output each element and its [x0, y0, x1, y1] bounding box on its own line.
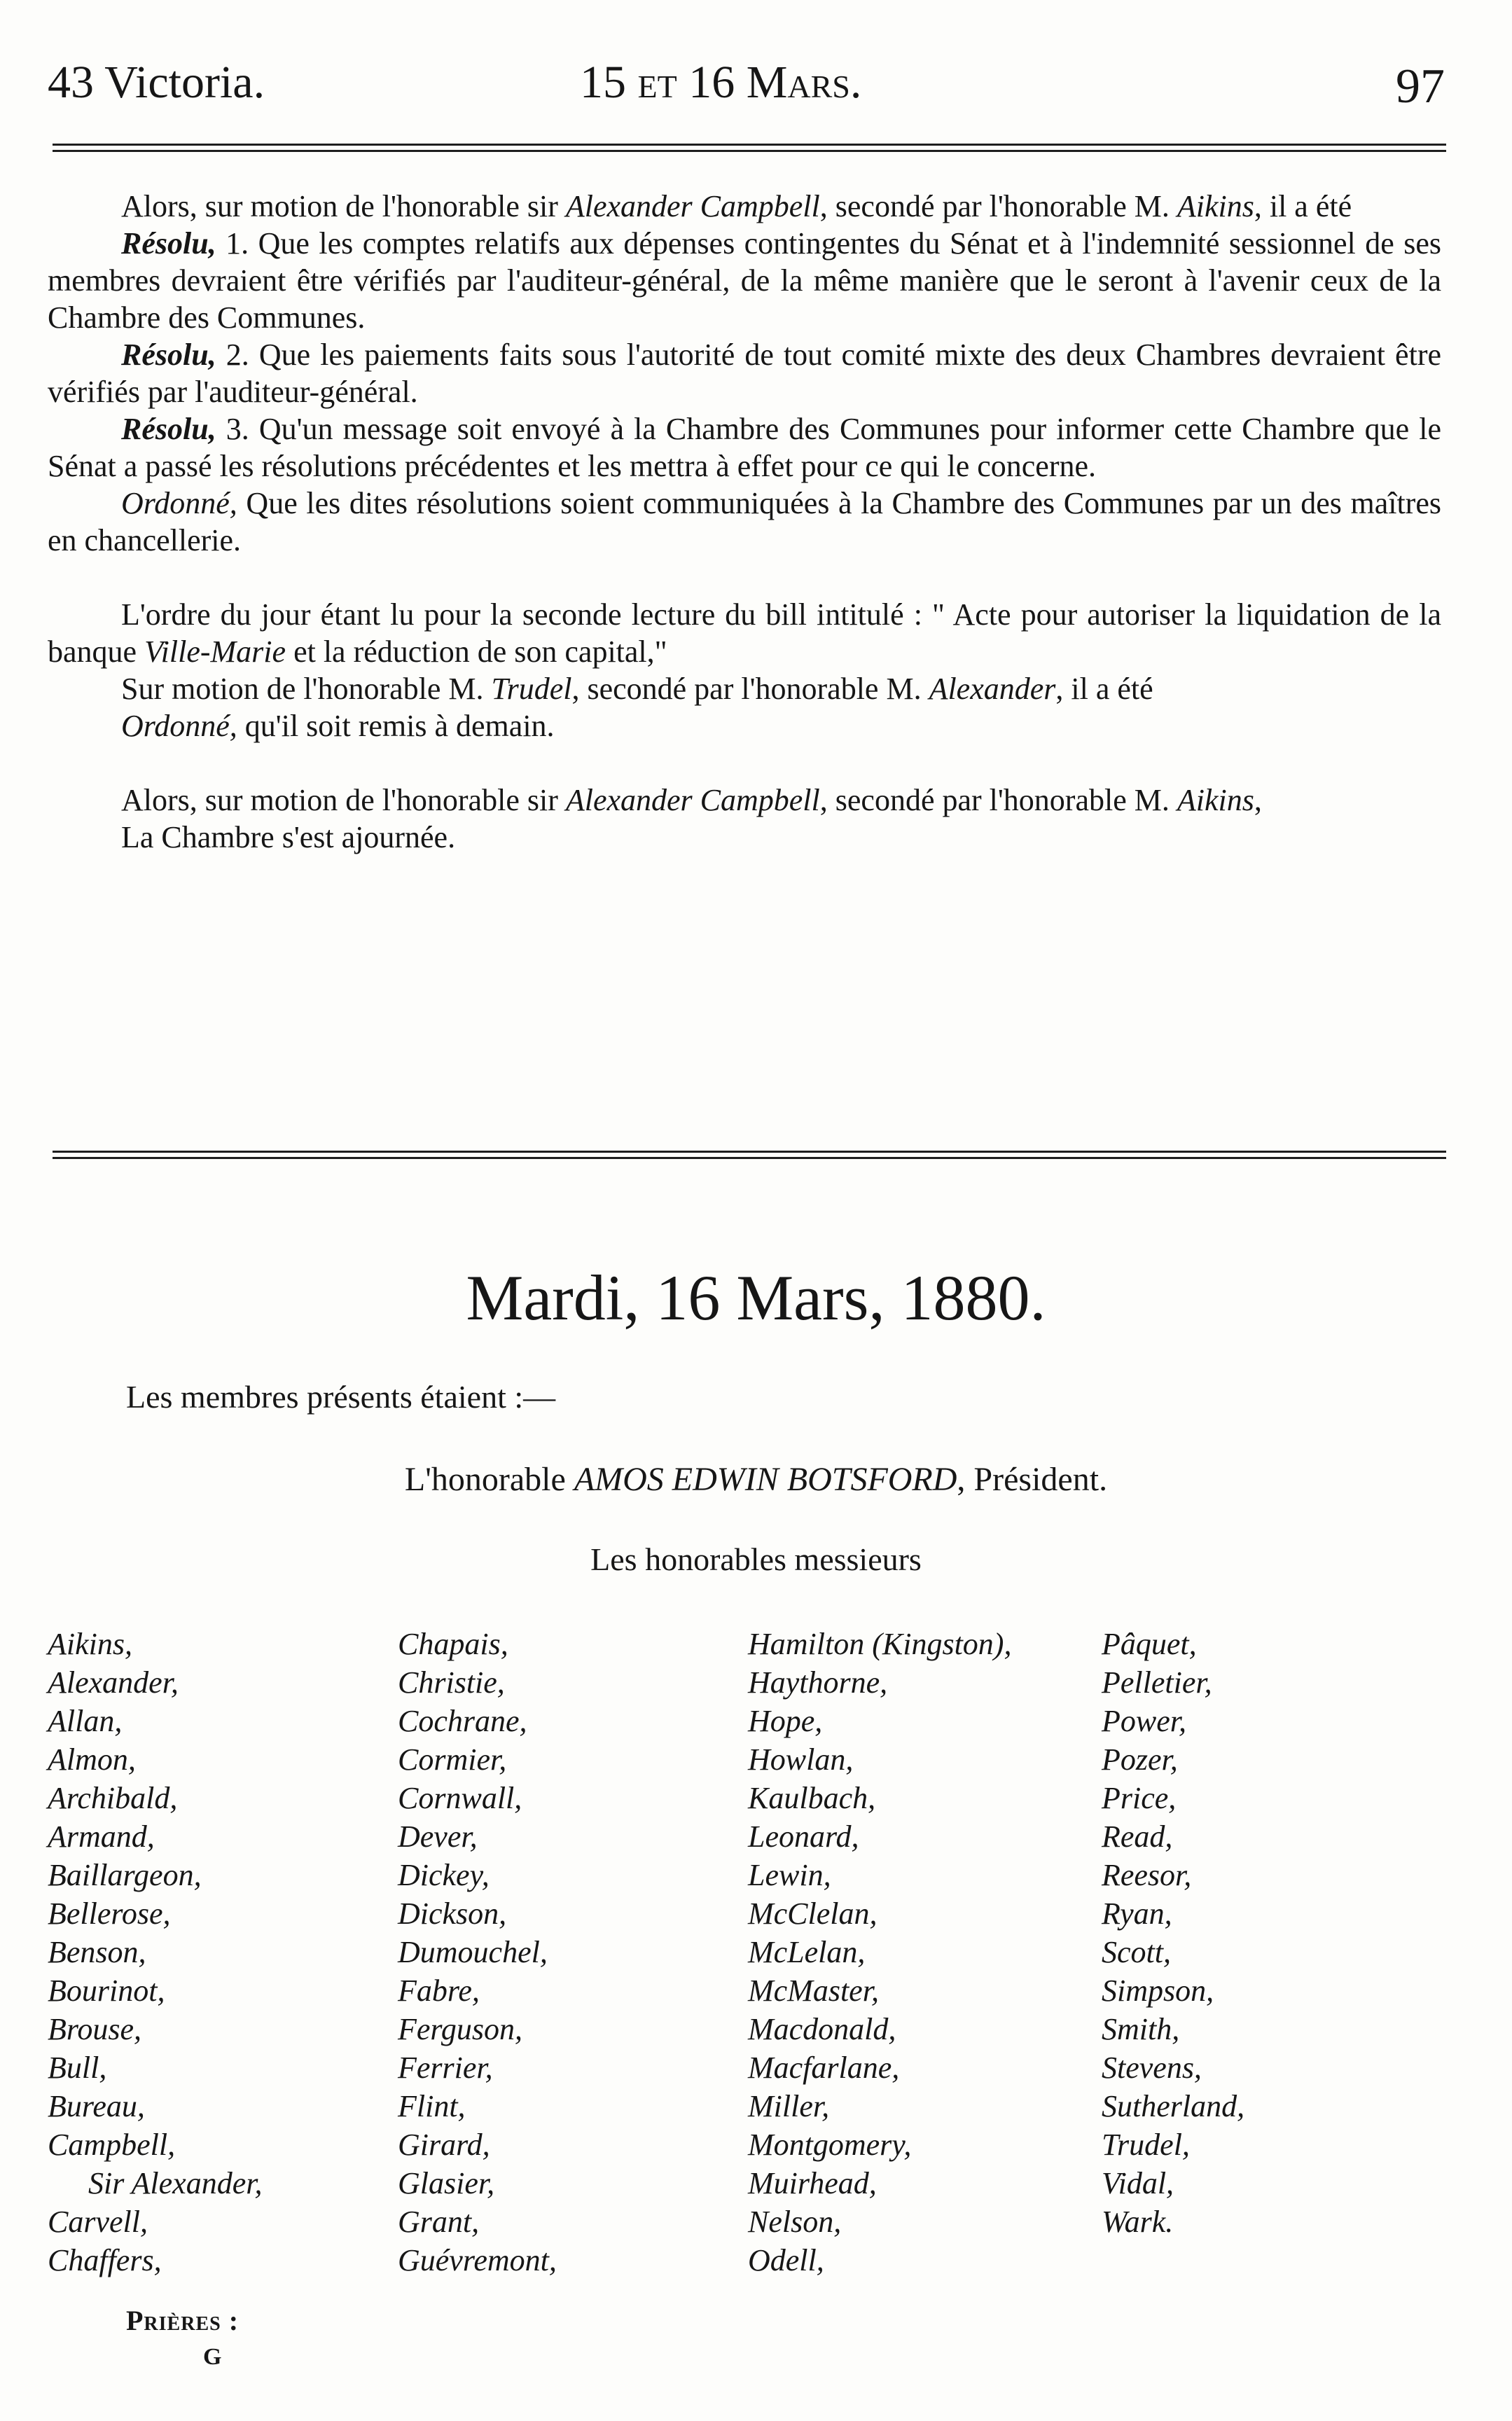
- member-name: McClelan,: [748, 1896, 878, 1931]
- member-name: Hope,: [748, 1704, 823, 1738]
- text-run: Alors, sur motion de l'honorable sir: [121, 783, 566, 817]
- motion-trudel: [48, 670, 1441, 707]
- member-name: McMaster,: [748, 1973, 879, 2008]
- member-name: Grant,: [398, 2205, 480, 2239]
- member-name: Bellerose,: [48, 1896, 171, 1931]
- text-run: , secondé par l'honorable M.: [819, 189, 1177, 223]
- bill-paragraph: [48, 596, 1441, 670]
- session-date-title: Mardi, 16 Mars, 1880.: [466, 1262, 1046, 1333]
- text-run: , Président.: [957, 1461, 1108, 1498]
- member-name: Bull,: [48, 2051, 107, 2085]
- member-name: Muirhead,: [748, 2166, 877, 2200]
- member-name: Hamilton (Kingston),: [748, 1627, 1012, 1661]
- resolution-label: Résolu,: [121, 226, 216, 261]
- member-name: Nelson,: [748, 2205, 842, 2239]
- header-rule: [53, 144, 1446, 156]
- resolution-text: 1. Que les comptes relatifs aux dépenses contingentes du Sénat et à l'indemnité sessionnel de ses membres devraient être vérifiés par l'auditeur-général, de la même manière que le seront à l'avenir ceux de la Chambre des Communes.: [48, 226, 1441, 335]
- resolution-text: 2. Que les paiements faits sous l'autorité de tout comité mixte des deux Chambres devraient être vérifiés par l'auditeur-général.: [48, 338, 1441, 409]
- member-name: Flint,: [398, 2089, 466, 2123]
- member-name: Cornwall,: [398, 1781, 522, 1815]
- member-name: Price,: [1102, 1781, 1177, 1815]
- member-name: Baillargeon,: [48, 1858, 202, 1892]
- member-name: Sutherland,: [1102, 2089, 1245, 2123]
- member-name: Macfarlane,: [748, 2051, 900, 2085]
- motion-paragraph: [48, 188, 1441, 225]
- member-name: Leonard,: [748, 1819, 859, 1854]
- page-number: 97: [1396, 60, 1445, 113]
- member-name: Dumouchel,: [398, 1935, 548, 1969]
- member-name: Dickey,: [398, 1858, 490, 1892]
- president-name: AMOS EDWIN BOTSFORD: [574, 1461, 957, 1498]
- member-name: Bureau,: [48, 2089, 145, 2123]
- member-name: Pâquet,: [1102, 1627, 1197, 1661]
- member-name: Armand,: [48, 1819, 155, 1854]
- member-name: Archibald,: [48, 1781, 178, 1815]
- member-name: Montgomery,: [748, 2128, 912, 2162]
- person-name: Alexander Campbell: [565, 783, 820, 817]
- member-name: Howlan,: [748, 1742, 854, 1777]
- person-name: Trudel: [491, 672, 572, 706]
- member-name: Chaffers,: [48, 2243, 162, 2277]
- member-name: Ferrier,: [398, 2051, 493, 2085]
- order-1: [48, 485, 1441, 559]
- member-name: Alexander,: [48, 1665, 179, 1700]
- member-name: Sir Alexander,: [88, 2166, 263, 2200]
- text-run: L'ordre du jour étant lu pour la seconde lecture du bill intitulé : " Acte pour autoriser la liquidation de la banque: [48, 597, 1441, 669]
- member-name: Fabre,: [398, 1973, 480, 2008]
- member-name: Almon,: [48, 1742, 136, 1777]
- member-name: Dever,: [398, 1819, 478, 1854]
- resolution-text: 3. Qu'un message soit envoyé à la Chambre des Communes pour informer cette Chambre que le Sénat a passé les résolutions précédentes et les mettra à effet pour ce qui le concerne.: [48, 412, 1441, 483]
- member-name: Cochrane,: [398, 1704, 527, 1738]
- member-name: Benson,: [48, 1935, 146, 1969]
- text-run: ,: [1254, 783, 1262, 817]
- order-2: [48, 707, 1441, 744]
- member-name: Smith,: [1102, 2012, 1180, 2046]
- header-dates: 15 et 16 Mars.: [580, 57, 862, 108]
- resolution-3: [48, 410, 1441, 485]
- signature-mark: G: [203, 2344, 222, 2370]
- header-volume: 43 Victoria.: [48, 57, 265, 108]
- member-name: Dickson,: [398, 1896, 507, 1931]
- section-rule: [53, 1151, 1446, 1163]
- order-text: Que les dites résolutions soient communiquées à la Chambre des Communes par un des maîtres en chancellerie.: [48, 486, 1441, 557]
- member-name: Ferguson,: [398, 2012, 523, 2046]
- member-name: Christie,: [398, 1665, 505, 1700]
- resolution-label: Résolu,: [121, 338, 216, 372]
- member-name: Glasier,: [398, 2166, 495, 2200]
- person-name: Alexander Campbell: [565, 189, 820, 223]
- member-name: McLelan,: [748, 1935, 866, 1969]
- member-name: Campbell,: [48, 2128, 176, 2162]
- member-name: Bourinot,: [48, 1973, 165, 2008]
- resolution-2: [48, 336, 1441, 410]
- members-column-3: [748, 1625, 1011, 2280]
- members-column-4: [1102, 1625, 1244, 2241]
- member-name: Haythorne,: [748, 1665, 888, 1700]
- member-name: Kaulbach,: [748, 1781, 876, 1815]
- member-name: Pelletier,: [1102, 1665, 1212, 1700]
- text-run: , secondé par l'honorable M.: [571, 672, 929, 706]
- resolution-label: Résolu,: [121, 412, 216, 446]
- text-run: L'honorable: [404, 1461, 574, 1498]
- member-name: Allan,: [48, 1704, 123, 1738]
- member-name: Girard,: [398, 2128, 490, 2162]
- text-run: , il a été: [1254, 189, 1352, 223]
- member-name: Vidal,: [1102, 2166, 1174, 2200]
- text-run: et la réduction de son capital,": [286, 634, 667, 669]
- member-name: Guévremont,: [398, 2243, 557, 2277]
- president-line: [0, 1460, 1512, 1499]
- text-run: , secondé par l'honorable M.: [819, 783, 1177, 817]
- text-run: Sur motion de l'honorable M.: [121, 672, 492, 706]
- member-name: Simpson,: [1102, 1973, 1214, 2008]
- session1-text: [48, 188, 1441, 856]
- members-column-2: [398, 1625, 557, 2280]
- member-name: Aikins,: [48, 1627, 132, 1661]
- member-name: Chapais,: [398, 1627, 508, 1661]
- person-name: Aikins: [1177, 189, 1254, 223]
- member-name: Macdonald,: [748, 2012, 896, 2046]
- member-name: Power,: [1102, 1704, 1186, 1738]
- bank-name: Ville-Marie: [144, 634, 286, 669]
- member-name: Read,: [1102, 1819, 1173, 1854]
- member-name: Reesor,: [1102, 1858, 1192, 1892]
- resolution-1: [48, 225, 1441, 336]
- person-name: Aikins: [1177, 783, 1254, 817]
- order-label: Ordonné,: [121, 709, 237, 743]
- order-text: qu'il soit remis à demain.: [237, 709, 555, 743]
- prayers-heading: Prières :: [126, 2305, 240, 2336]
- member-name: Stevens,: [1102, 2051, 1202, 2085]
- member-name: Brouse,: [48, 2012, 142, 2046]
- present-members-label: Les membres présents étaient :—: [126, 1379, 556, 1415]
- member-name: Trudel,: [1102, 2128, 1190, 2162]
- order-label: Ordonné,: [121, 486, 237, 520]
- text-run: Alors, sur motion de l'honorable sir: [121, 189, 566, 223]
- adjourn-motion: [48, 782, 1441, 819]
- member-name: Carvell,: [48, 2205, 148, 2239]
- text-run: , il a été: [1055, 672, 1153, 706]
- member-name: Ryan,: [1102, 1896, 1172, 1931]
- honorables-label: Les honorables messieurs: [590, 1541, 922, 1577]
- page-header: [48, 49, 1445, 119]
- member-name: Miller,: [748, 2089, 830, 2123]
- member-name: Wark.: [1102, 2205, 1174, 2239]
- person-name: Alexander: [929, 672, 1056, 706]
- member-name: Pozer,: [1102, 1742, 1178, 1777]
- member-name: Lewin,: [748, 1858, 831, 1892]
- adjourned-line: La Chambre s'est ajournée.: [121, 820, 456, 854]
- member-name: Odell,: [748, 2243, 824, 2277]
- member-name: Scott,: [1102, 1935, 1171, 1969]
- member-name: Cormier,: [398, 1742, 507, 1777]
- members-column-1: [48, 1625, 263, 2280]
